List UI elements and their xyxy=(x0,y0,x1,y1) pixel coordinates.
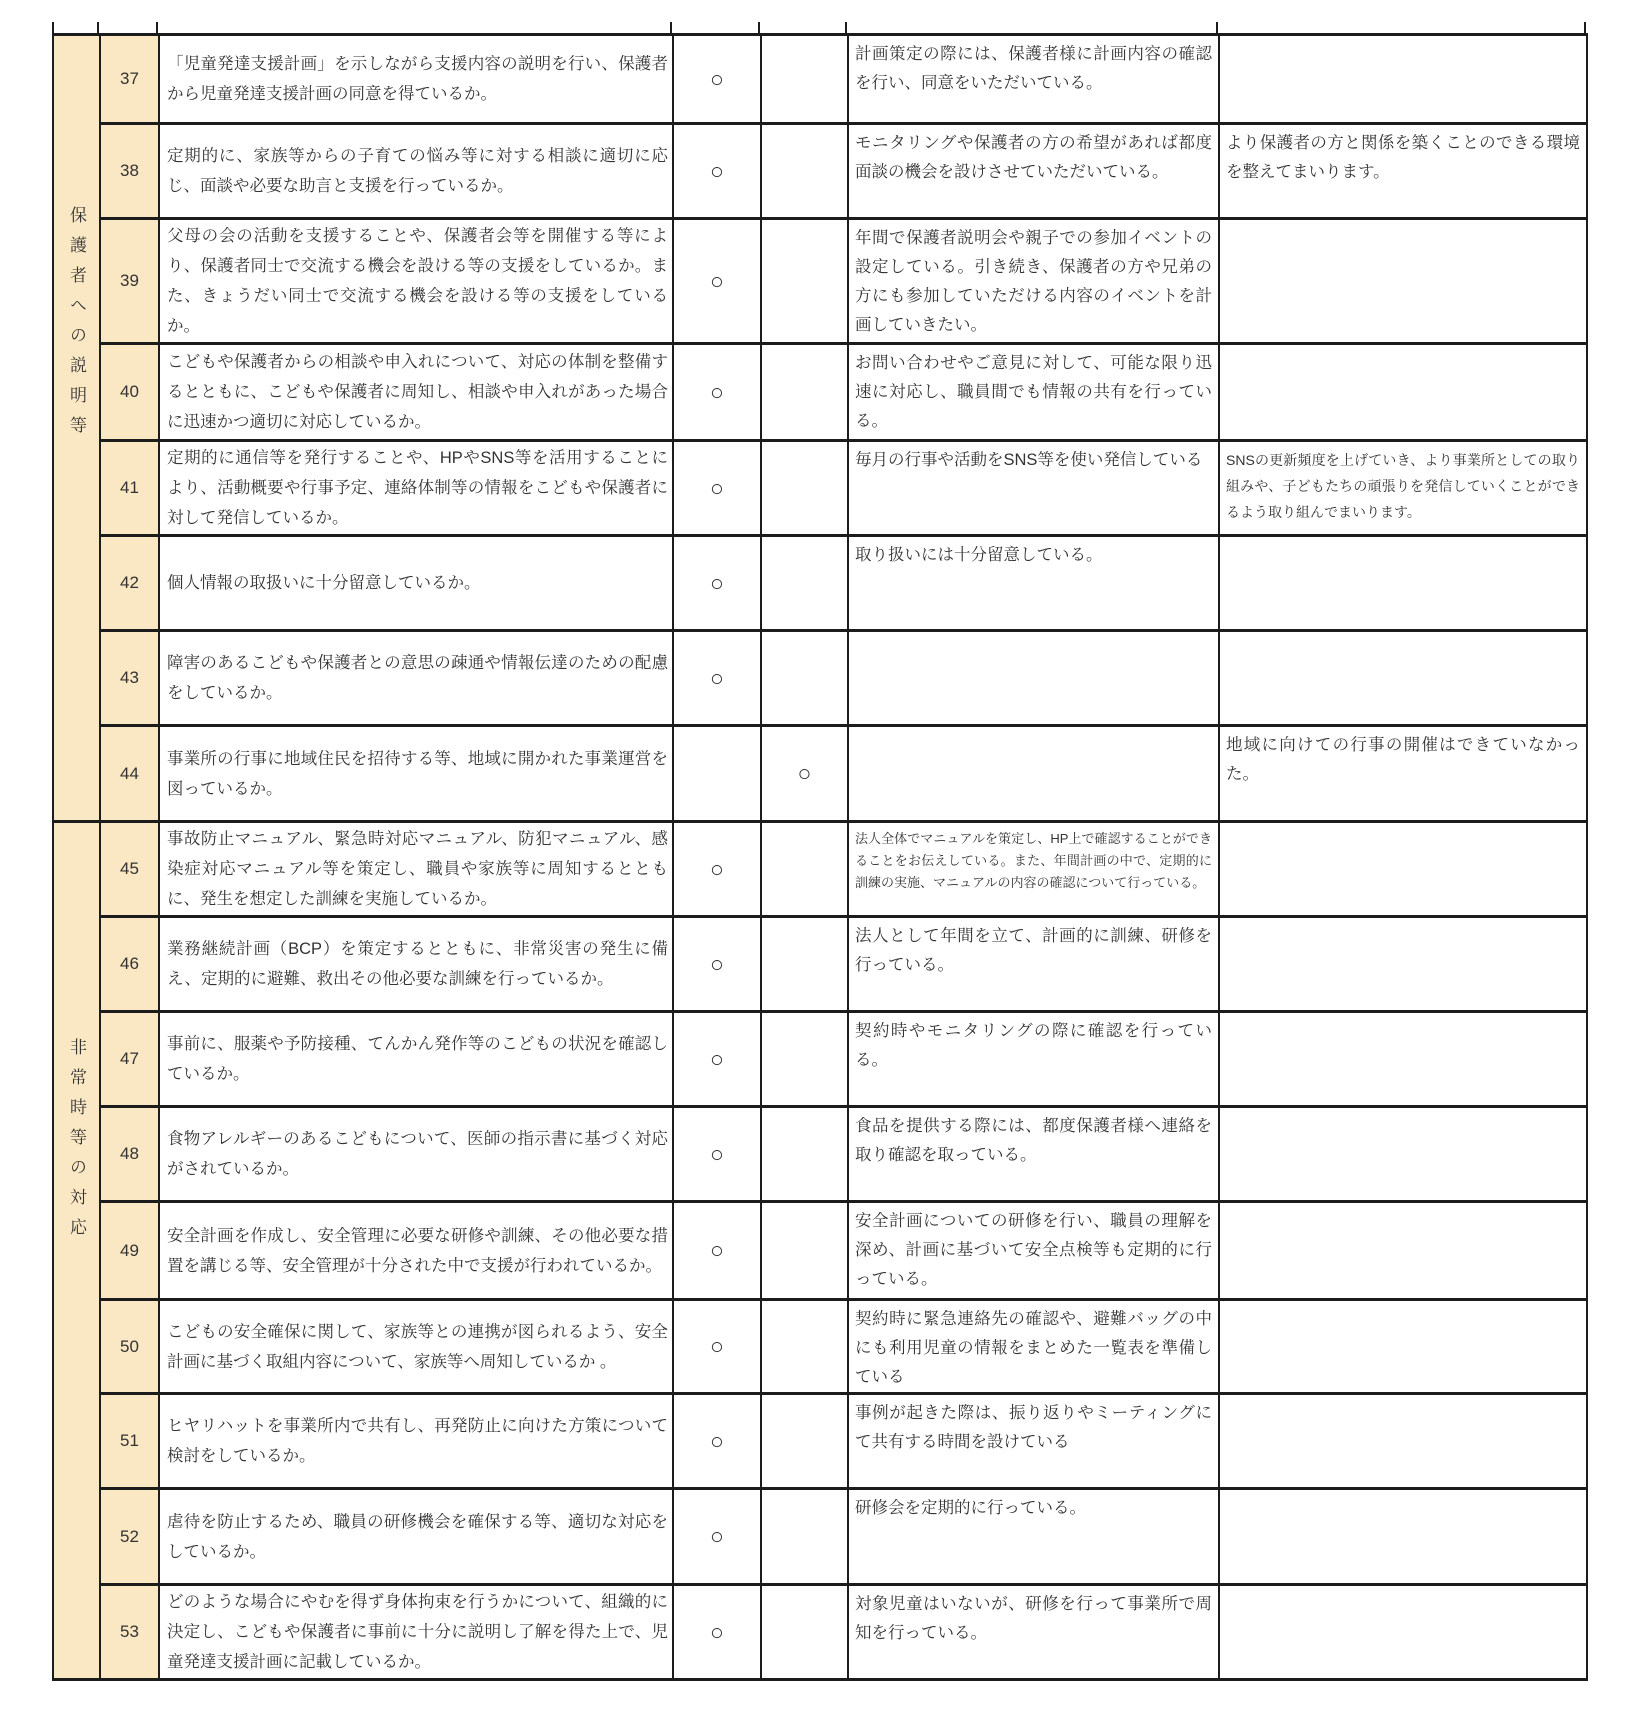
no-mark-cell xyxy=(762,1203,849,1301)
yes-mark-cell: ○ xyxy=(674,1586,762,1681)
no-mark-cell xyxy=(762,1108,849,1203)
no-mark-cell xyxy=(762,1301,849,1395)
no-mark-cell: ○ xyxy=(762,727,849,823)
improvement-cell xyxy=(1220,1108,1588,1203)
yes-mark-cell: ○ xyxy=(674,345,762,442)
yes-mark-cell: ○ xyxy=(674,1013,762,1108)
yes-mark-cell: ○ xyxy=(674,1301,762,1395)
improvement-cell: 地域に向けての行事の開催はできていなかった。 xyxy=(1220,727,1588,823)
item-text: 事前に、服薬や予防接種、てんかん発作等のこどもの状況を確認しているか。 xyxy=(167,1035,668,1083)
item-text: 定期的に通信等を発行することや、HPやSNS等を活用することにより、活動概要や行事予定、連絡体制等の情報をこどもや保護者に対して発信しているか。 xyxy=(167,449,668,527)
yes-mark-cell: ○ xyxy=(674,125,762,220)
improvement-cell xyxy=(1220,33,1588,125)
row-number: 46 xyxy=(101,918,160,1013)
comment-cell: モニタリングや保護者の方の希望があれば都度面談の機会を設けさせていただいている。 xyxy=(849,125,1220,220)
row-number: 41 xyxy=(101,442,160,537)
item-cell xyxy=(160,1586,674,1681)
item-cell xyxy=(160,1203,674,1301)
no-mark-cell xyxy=(762,1490,849,1586)
improvement-cell xyxy=(1220,537,1588,632)
row-number: 43 xyxy=(101,632,160,727)
no-mark-cell xyxy=(762,1586,849,1681)
item-cell xyxy=(160,33,674,125)
row-number: 44 xyxy=(101,727,160,823)
item-cell xyxy=(160,1013,674,1108)
row-number: 47 xyxy=(101,1013,160,1108)
improvement-cell xyxy=(1220,1395,1588,1490)
yes-mark-cell: ○ xyxy=(674,537,762,632)
evaluation-table xyxy=(52,33,1588,1681)
no-mark-cell xyxy=(762,823,849,918)
improvement-cell xyxy=(1220,1203,1588,1301)
comment-cell: お問い合わせやご意見に対して、可能な限り迅速に対応し、職員間でも情報の共有を行っている。 xyxy=(849,345,1220,442)
row-number: 45 xyxy=(101,823,160,918)
comment-cell: 計画策定の際には、保護者様に計画内容の確認を行い、同意をいただいている。 xyxy=(849,33,1220,125)
comment-cell: 年間で保護者説明会や親子での参加イベントの設定している。引き続き、保護者の方や兄弟の方にも参加していただける内容のイベントを計画していきたい。 xyxy=(849,220,1220,345)
comment-cell: 研修会を定期的に行っている。 xyxy=(849,1490,1220,1586)
comment-cell: 対象児童はいないが、研修を行って事業所で周知を行っている。 xyxy=(849,1586,1220,1681)
table-edge-stub xyxy=(670,22,672,33)
row-number: 38 xyxy=(101,125,160,220)
item-cell xyxy=(160,442,674,537)
yes-mark-cell: ○ xyxy=(674,33,762,125)
item-cell xyxy=(160,632,674,727)
item-text: 食物アレルギーのあるこどもについて、医師の指示書に基づく対応がされているか。 xyxy=(167,1130,668,1178)
table-edge-stub xyxy=(1584,22,1586,33)
yes-mark-cell: ○ xyxy=(674,1108,762,1203)
no-mark-cell xyxy=(762,632,849,727)
item-cell xyxy=(160,220,674,345)
item-text: どのような場合にやむを得ず身体拘束を行うかについて、組織的に決定し、こどもや保護者に事前に十分に説明し了解を得た上で、児童発達支援計画に記載しているか。 xyxy=(167,1593,668,1671)
improvement-cell xyxy=(1220,1490,1588,1586)
item-cell xyxy=(160,918,674,1013)
row-number: 51 xyxy=(101,1395,160,1490)
improvement-cell xyxy=(1220,1586,1588,1681)
comment-cell: 事例が起きた際は、振り返りやミーティングにて共有する時間を設けている xyxy=(849,1395,1220,1490)
category-label: 非常時等の対応 xyxy=(67,1038,86,1248)
no-mark-cell xyxy=(762,345,849,442)
improvement-cell xyxy=(1220,823,1588,918)
improvement-cell: より保護者の方と関係を築くことのできる環境を整えてまいります。 xyxy=(1220,125,1588,220)
improvement-cell xyxy=(1220,1301,1588,1395)
improvement-cell xyxy=(1220,918,1588,1013)
improvement-cell xyxy=(1220,1013,1588,1108)
yes-mark-cell: ○ xyxy=(674,1490,762,1586)
row-number: 53 xyxy=(101,1586,160,1681)
yes-mark-cell: ○ xyxy=(674,1203,762,1301)
item-text: 「児童発達支援計画」を示しながら支援内容の説明を行い、保護者から児童発達支援計画の同意を得ているか。 xyxy=(167,55,668,103)
row-number: 39 xyxy=(101,220,160,345)
category-label: 保護者への説明等 xyxy=(67,206,86,446)
no-mark-cell xyxy=(762,442,849,537)
item-text: ヒヤリハットを事業所内で共有し、再発防止に向けた方策について検討をしているか。 xyxy=(167,1417,668,1465)
yes-mark-cell: ○ xyxy=(674,823,762,918)
item-cell xyxy=(160,1108,674,1203)
item-text: 事業所の行事に地域住民を招待する等、地域に開かれた事業運営を図っているか。 xyxy=(167,749,668,798)
item-cell xyxy=(160,125,674,220)
item-text: 虐待を防止するため、職員の研修機会を確保する等、適切な対応をしているか。 xyxy=(167,1512,668,1561)
row-number: 40 xyxy=(101,345,160,442)
comment-cell xyxy=(849,727,1220,823)
improvement-cell: SNSの更新頻度を上げていき、より事業所としての取り組みや、子どもたちの頑張りを発信していくことができるよう取り組んでまいります。 xyxy=(1220,442,1588,537)
no-mark-cell xyxy=(762,1395,849,1490)
item-text: こどもの安全確保に関して、家族等との連携が図られるよう、安全計画に基づく取組内容について、家族等へ周知しているか 。 xyxy=(167,1322,668,1371)
row-number: 49 xyxy=(101,1203,160,1301)
yes-mark-cell: ○ xyxy=(674,220,762,345)
category-cell-emergency-response xyxy=(54,823,101,1681)
comment-cell: 契約時やモニタリングの際に確認を行っている。 xyxy=(849,1013,1220,1108)
item-cell xyxy=(160,1301,674,1395)
comment-cell: 安全計画についての研修を行い、職員の理解を深め、計画に基づいて安全点検等も定期的に行っている。 xyxy=(849,1203,1220,1301)
item-text: 父母の会の活動を支援することや、保護者会等を開催する等により、保護者同士で交流する機会を設ける等の支援をしているか。また、きょうだい同士で交流する機会を設ける等の支援をしているか。 xyxy=(167,227,668,335)
item-cell xyxy=(160,1490,674,1586)
comment-cell: 法人全体でマニュアルを策定し、HP上で確認することができることをお伝えしている。また、年間計画の中で、定期的に訓練の実施、マニュアルの内容の確認について行っている。 xyxy=(849,823,1220,918)
item-cell xyxy=(160,1395,674,1490)
item-text: 業務継続計画（BCP）を策定するとともに、非常災害の発生に備え、定期的に避難、救出その他必要な訓練を行っているか。 xyxy=(167,940,668,988)
no-mark-cell xyxy=(762,918,849,1013)
row-number: 50 xyxy=(101,1301,160,1395)
no-mark-cell xyxy=(762,1013,849,1108)
item-text: 事故防止マニュアル、緊急時対応マニュアル、防犯マニュアル、感染症対応マニュアル等を策定し、職員や家族等に周知するとともに、発生を想定した訓練を実施しているか。 xyxy=(167,830,668,908)
improvement-cell xyxy=(1220,345,1588,442)
item-cell xyxy=(160,727,674,823)
table-edge-stub xyxy=(1216,22,1218,33)
improvement-cell xyxy=(1220,632,1588,727)
comment-cell: 食品を提供する際には、都度保護者様へ連絡を取り確認を取っている。 xyxy=(849,1108,1220,1203)
row-number: 48 xyxy=(101,1108,160,1203)
no-mark-cell xyxy=(762,33,849,125)
table-edge-stub xyxy=(97,22,99,33)
row-number: 37 xyxy=(101,33,160,125)
improvement-cell xyxy=(1220,220,1588,345)
category-cell-guardian-explanation xyxy=(54,33,101,823)
item-cell xyxy=(160,537,674,632)
table-edge-stub xyxy=(52,22,54,33)
yes-mark-cell: ○ xyxy=(674,918,762,1013)
item-text: 個人情報の取扱いに十分留意しているか。 xyxy=(167,574,481,592)
item-text: こどもや保護者からの相談や申入れについて、対応の体制を整備するとともに、こどもや保護者に周知し、相談や申入れがあった場合に迅速かつ適切に対応しているか。 xyxy=(167,353,668,431)
no-mark-cell xyxy=(762,537,849,632)
yes-mark-cell xyxy=(674,727,762,823)
comment-cell: 法人として年間を立て、計画的に訓練、研修を行っている。 xyxy=(849,918,1220,1013)
yes-mark-cell: ○ xyxy=(674,632,762,727)
yes-mark-cell: ○ xyxy=(674,442,762,537)
yes-mark-cell: ○ xyxy=(674,1395,762,1490)
no-mark-cell xyxy=(762,125,849,220)
comment-cell: 毎月の行事や活動をSNS等を使い発信している xyxy=(849,442,1220,537)
comment-cell: 取り扱いには十分留意している。 xyxy=(849,537,1220,632)
row-number: 42 xyxy=(101,537,160,632)
no-mark-cell xyxy=(762,220,849,345)
item-cell xyxy=(160,823,674,918)
comment-cell xyxy=(849,632,1220,727)
row-number: 52 xyxy=(101,1490,160,1586)
item-cell xyxy=(160,345,674,442)
comment-cell: 契約時に緊急連絡先の確認や、避難バッグの中にも利用児童の情報をまとめた一覧表を準備している xyxy=(849,1301,1220,1395)
table-edge-stub xyxy=(758,22,760,33)
item-text: 安全計画を作成し、安全管理に必要な研修や訓練、その他必要な措置を講じる等、安全管理が十分された中で支援が行われているか。 xyxy=(167,1226,668,1275)
item-text: 定期的に、家族等からの子育ての悩み等に対する相談に適切に応じ、面談や必要な助言と支援を行っているか。 xyxy=(167,147,668,195)
table-edge-stub xyxy=(845,22,847,33)
item-text: 障害のあるこどもや保護者との意思の疎通や情報伝達のための配慮をしているか。 xyxy=(167,654,668,702)
table-edge-stub xyxy=(156,22,158,33)
